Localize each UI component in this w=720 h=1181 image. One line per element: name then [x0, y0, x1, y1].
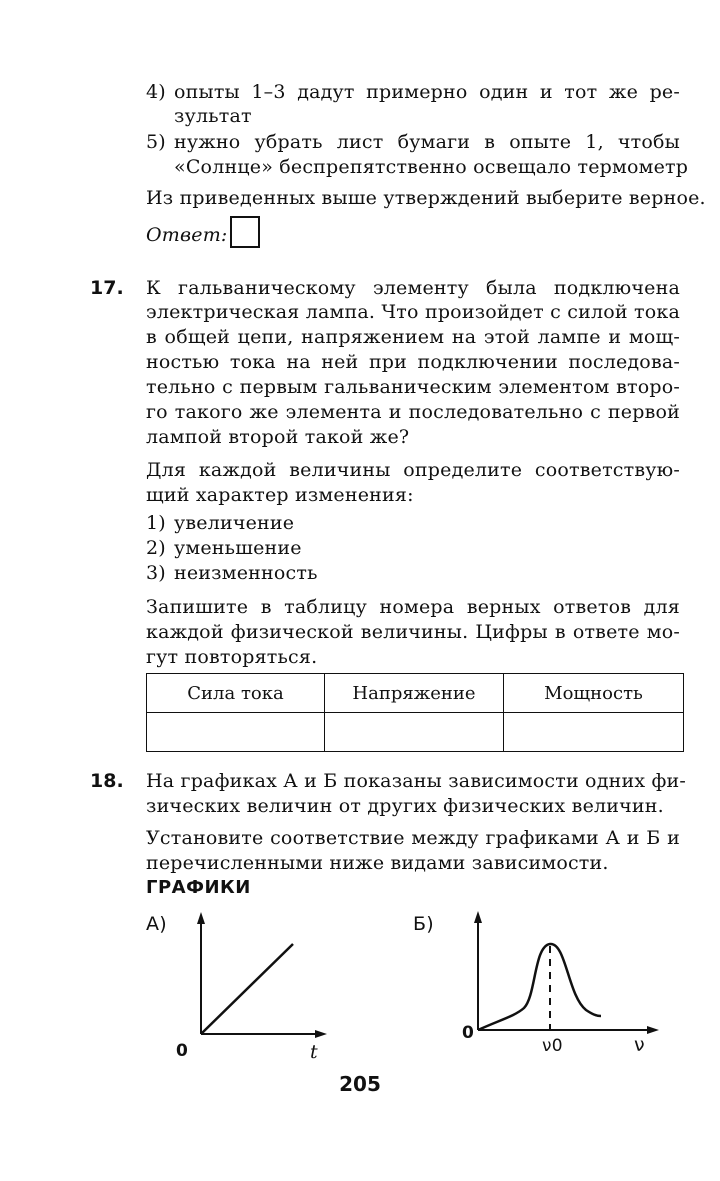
prev-instruction: Из приведенных выше утверждений выберите верное. [146, 187, 706, 209]
q17-line-5: тельно с первым гальваническим элементом второ- [146, 376, 680, 398]
graph-a-line [201, 944, 293, 1034]
q17-line-2: электрическая лампа. Что произойдет с силой тока [146, 301, 680, 323]
q17-table-instruction-2: каждой физической величины. Цифры в ответе мо- [146, 621, 680, 643]
answer-label: Ответ: [146, 224, 228, 246]
graph-a-x-label: t [310, 1041, 318, 1063]
graph-b-x-label: ν [634, 1034, 645, 1056]
q17-line-3: в общей цепи, напряжением на этой лампе и мощ- [146, 326, 680, 348]
q18-instruction-1: Установите соответствие между графиками А и Б и [146, 827, 680, 849]
answer-cell-current[interactable] [147, 713, 325, 752]
graph-a-y-arrow [197, 912, 205, 924]
q17-number: 17. [90, 277, 124, 299]
answer-box[interactable] [230, 216, 260, 248]
q17-line-7: лампой второй такой же? [146, 426, 410, 448]
q17-option-2: 2) уменьшение [146, 537, 302, 559]
q17-option-3: 3) неизменность [146, 562, 318, 584]
q18-line-1: На графиках А и Б показаны зависимости одних фи- [146, 770, 687, 792]
q17-line-4: ностью тока на ней при подключении последова- [146, 351, 680, 373]
q18-instruction-2: перечисленными ниже видами зависимости. [146, 852, 609, 874]
q17-instruction-1: Для каждой величины определите соответствую- [146, 459, 680, 481]
graph-a-label: А) [146, 913, 167, 935]
q18-line-2: зических величин от других физических величин. [146, 795, 664, 817]
graph-b-y-arrow [474, 911, 482, 923]
graph-b [460, 908, 670, 1048]
answer-cell-voltage[interactable] [325, 713, 504, 752]
q17-option-1: 1) увеличение [146, 512, 295, 534]
answer-table-row [147, 713, 684, 752]
graph-b-peak-label: ν0 [542, 1036, 563, 1056]
q17-table-instruction-3: гут повторяться. [146, 646, 318, 668]
answer-table-header [147, 674, 684, 713]
prev-option-5: 5) нужно убрать лист бумаги в опыте 1, чтобы [146, 131, 680, 153]
graph-b-origin: 0 [462, 1023, 475, 1043]
graph-b-label: Б) [413, 913, 434, 935]
answer-table [146, 673, 684, 752]
q17-instruction-2: щий характер изменения: [146, 484, 414, 506]
q17-line-6: го такого же элемента и последовательно с первой [146, 401, 680, 423]
graph-a [170, 910, 350, 1060]
prev-option-4-cont: зультат [174, 105, 252, 127]
page-number: 205 [339, 1072, 381, 1096]
q17-table-instruction-1: Запишите в таблицу номера верных ответов для [146, 596, 680, 618]
graphs-title: ГРАФИКИ [146, 877, 251, 898]
q17-line-1: К гальваническому элементу была подключена [146, 277, 680, 299]
prev-option-5-cont: «Солнце» беспрепятственно освещало термометр [174, 156, 689, 178]
header-voltage: Напряжение [325, 674, 504, 713]
answer-cell-power[interactable] [504, 713, 684, 752]
graph-b-x-arrow [647, 1026, 659, 1034]
graph-a-origin: 0 [176, 1041, 189, 1061]
q18-number: 18. [90, 770, 124, 792]
header-power: Мощность [504, 674, 684, 713]
prev-option-4: 4) опыты 1–3 дадут примерно один и тот же ре- [146, 81, 680, 103]
header-current: Сила тока [147, 674, 325, 713]
graph-b-curve [478, 944, 601, 1030]
graph-a-x-arrow [315, 1030, 327, 1038]
